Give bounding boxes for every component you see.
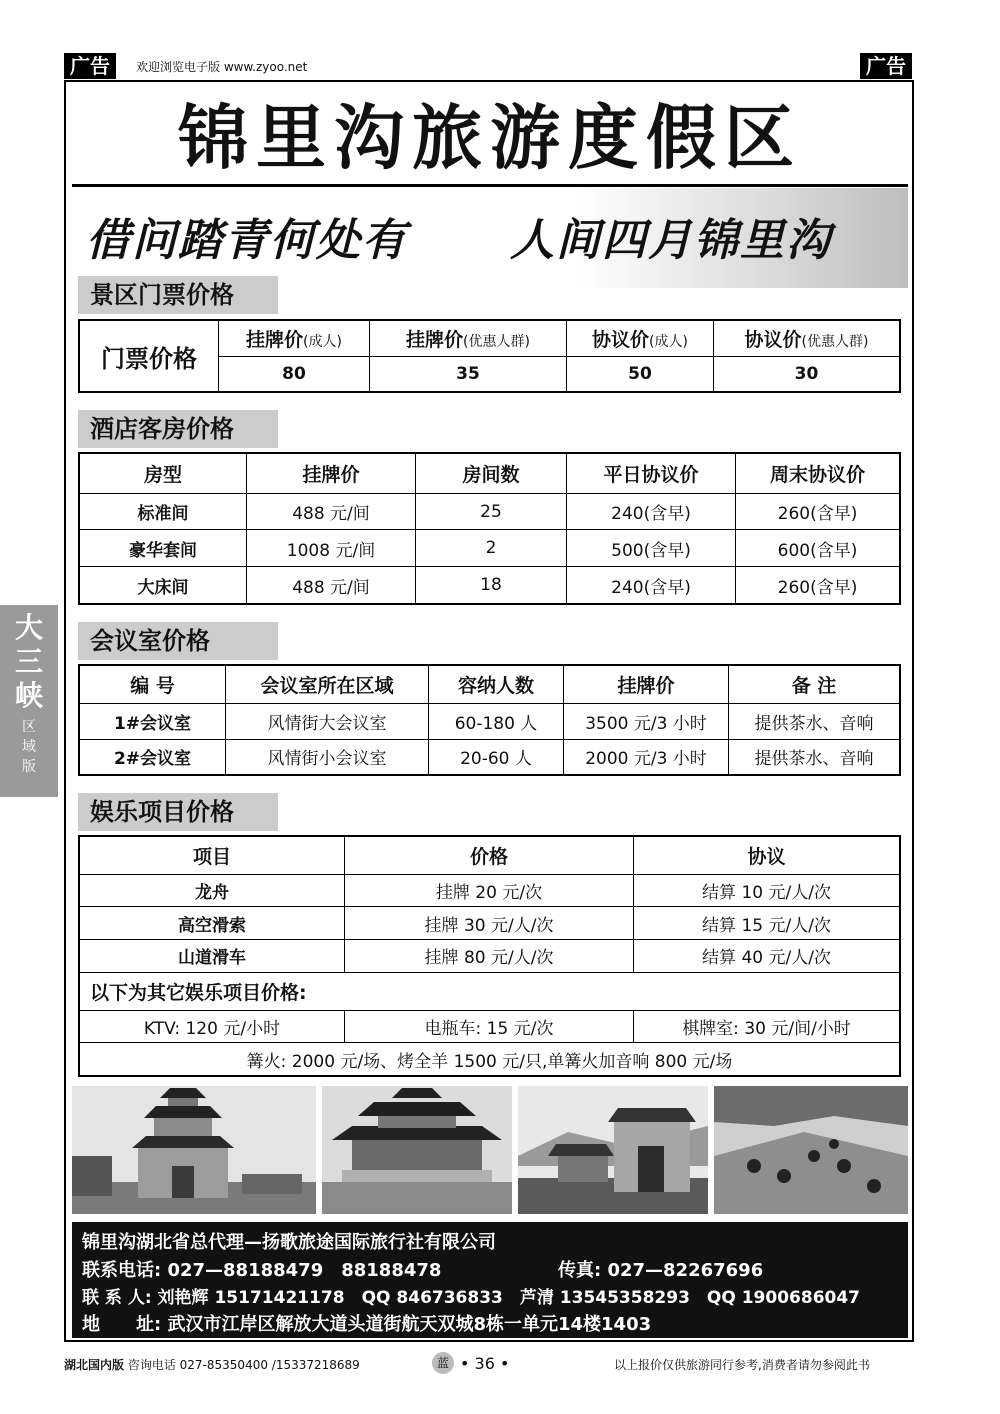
footer-hotline: 咨询电话 027-85350400 /15337218689 — [127, 1358, 360, 1372]
hotel-cell: 240(含早) — [567, 567, 736, 604]
table-row — [79, 739, 900, 775]
meeting-header: 会议室所在区域 — [226, 665, 429, 704]
sidebar-small-char: 区 — [22, 719, 36, 735]
hotel-cell: 标准间 — [79, 493, 247, 530]
slogan-part2: 人间四月锦里沟 — [510, 215, 832, 266]
meeting-cell: 提供茶水、音响 — [729, 739, 901, 775]
ticket-col-0: 挂牌价(成人) — [219, 320, 370, 356]
slogan-banner — [72, 188, 908, 288]
contact-persons: 联 系 人: 刘艳辉 15171421178 QQ 846736833 芦清 13545358293 QQ 1900686047 — [82, 1288, 861, 1308]
footer-left — [64, 1356, 360, 1373]
meeting-cell: 2#会议室 — [79, 739, 226, 775]
hotel-cell: 240(含早) — [567, 493, 736, 530]
contact-box — [72, 1222, 908, 1338]
ent-cell: 结算 15 元/人/次 — [634, 907, 901, 940]
footer-badge: 蓝 — [432, 1352, 454, 1374]
ent-cell: 挂牌 20 元/次 — [345, 874, 634, 907]
footer-right: 以上报价仅供旅游同行参考,消费者请勿参阅此书 — [614, 1358, 870, 1372]
table-row — [79, 493, 900, 530]
hotel-cell: 豪华套间 — [79, 530, 247, 567]
agent-name: 锦里沟湖北省总代理—扬歌旅途国际旅行社有限公司 — [82, 1232, 496, 1253]
ticket-col-1: 挂牌价(优惠人群) — [370, 320, 567, 356]
hotel-cell: 1008 元/间 — [247, 530, 416, 567]
contact-fax: 传真: 027—82267696 — [558, 1260, 764, 1281]
hotel-header: 房间数 — [416, 453, 567, 493]
ent-header: 协议 — [634, 836, 901, 874]
ent-header: 价格 — [345, 836, 634, 874]
photo-slide-track — [714, 1086, 908, 1214]
hotel-cell: 500(含早) — [567, 530, 736, 567]
sidebar-small-char: 域 — [22, 739, 36, 755]
meeting-table — [78, 664, 901, 776]
hotel-header: 房型 — [79, 453, 247, 493]
ent-cell: 结算 10 元/人/次 — [634, 874, 901, 907]
table-row — [79, 939, 900, 972]
hotel-header: 周末协议价 — [736, 453, 901, 493]
slogan-part1: 借问踏青何处有 — [86, 215, 408, 266]
region-sidebar-tab — [0, 605, 58, 797]
ent-cell: 挂牌 30 元/人/次 — [345, 907, 634, 940]
sidebar-big-char: 大 — [14, 611, 43, 644]
meeting-header: 挂牌价 — [564, 665, 729, 704]
contact-phone: 联系电话: 027—88188479 88188478 — [82, 1260, 442, 1281]
sidebar-big-char: 三 — [14, 645, 43, 678]
hotel-cell: 25 — [416, 493, 567, 530]
hotel-cell: 18 — [416, 567, 567, 604]
ad-tag-left: 广告 — [64, 53, 116, 79]
table-row — [79, 874, 900, 907]
footer-edition: 湖北国内版 — [64, 1358, 125, 1372]
ticket-value-2: 50 — [567, 356, 714, 392]
meeting-header: 编 号 — [79, 665, 226, 704]
hotel-header: 挂牌价 — [247, 453, 416, 493]
photo-strip — [72, 1086, 908, 1214]
hotel-header: 平日协议价 — [567, 453, 736, 493]
ent-cell: 挂牌 80 元/人/次 — [345, 939, 634, 972]
table-row — [79, 530, 900, 567]
hotel-cell: 600(含早) — [736, 530, 901, 567]
table-row — [79, 907, 900, 940]
section-meeting: 会议室价格 — [78, 622, 278, 660]
table-row — [79, 567, 900, 604]
table-row — [79, 704, 900, 739]
ticket-value-1: 35 — [370, 356, 567, 392]
ad-tag-right: 广告 — [860, 53, 912, 79]
hotel-cell: 大床间 — [79, 567, 247, 604]
ticket-table — [78, 319, 901, 393]
section-tickets: 景区门票价格 — [78, 276, 278, 314]
bonfire-note: 篝火: 2000 元/场、烤全羊 1500 元/只,单篝火加音响 800 元/场 — [79, 1043, 900, 1076]
hotel-cell: 260(含早) — [736, 567, 901, 604]
section-entertainment: 娱乐项目价格 — [78, 793, 278, 831]
other-items-title: 以下为其它娱乐项目价格: — [79, 972, 900, 1010]
meeting-cell: 风情街小会议室 — [226, 739, 429, 775]
meeting-cell: 20-60 人 — [429, 739, 564, 775]
ent-header: 项目 — [79, 836, 345, 874]
meeting-header: 容纳人数 — [429, 665, 564, 704]
meeting-cell: 3500 元/3 小时 — [564, 704, 729, 739]
ent-cell: 山道滑车 — [79, 939, 345, 972]
ent-cell: 高空滑索 — [79, 907, 345, 940]
page-title: 锦里沟旅游度假区 — [72, 92, 908, 187]
meeting-cell: 提供茶水、音响 — [729, 704, 901, 739]
ticket-col-2: 协议价(成人) — [567, 320, 714, 356]
other-item: 棋牌室: 30 元/间/小时 — [634, 1010, 901, 1043]
other-item: KTV: 120 元/小时 — [79, 1010, 345, 1043]
hotel-cell: 2 — [416, 530, 567, 567]
entertainment-table — [78, 835, 901, 1077]
hotel-cell: 488 元/间 — [247, 493, 416, 530]
contact-address: 地 址: 武汉市江岸区解放大道头道街航天双城8栋一单元14楼1403 — [82, 1314, 652, 1335]
ticket-value-0: 80 — [219, 356, 370, 392]
sidebar-big-char: 峡 — [14, 679, 43, 712]
hotel-cell: 488 元/间 — [247, 567, 416, 604]
other-item: 电瓶车: 15 元/次 — [345, 1010, 634, 1043]
photo-gate-tower — [72, 1086, 316, 1214]
ticket-row-label: 门票价格 — [79, 320, 219, 392]
meeting-header: 备 注 — [729, 665, 901, 704]
meeting-cell: 1#会议室 — [79, 704, 226, 739]
hotel-table — [78, 452, 901, 605]
page-number: • 36 • — [460, 1354, 510, 1373]
photo-stone-gate — [518, 1086, 708, 1214]
ent-cell: 结算 40 元/人/次 — [634, 939, 901, 972]
welcome-text: 欢迎浏览电子版 www.zyoo.net — [136, 60, 308, 74]
section-hotel: 酒店客房价格 — [78, 410, 278, 448]
hotel-cell: 260(含早) — [736, 493, 901, 530]
meeting-cell: 2000 元/3 小时 — [564, 739, 729, 775]
ent-cell: 龙舟 — [79, 874, 345, 907]
sidebar-small-char: 版 — [22, 759, 36, 775]
meeting-cell: 风情街大会议室 — [226, 704, 429, 739]
meeting-cell: 60-180 人 — [429, 704, 564, 739]
photo-pavilion — [322, 1086, 512, 1214]
ticket-col-3: 协议价(优惠人群) — [714, 320, 901, 356]
ticket-value-3: 30 — [714, 356, 901, 392]
